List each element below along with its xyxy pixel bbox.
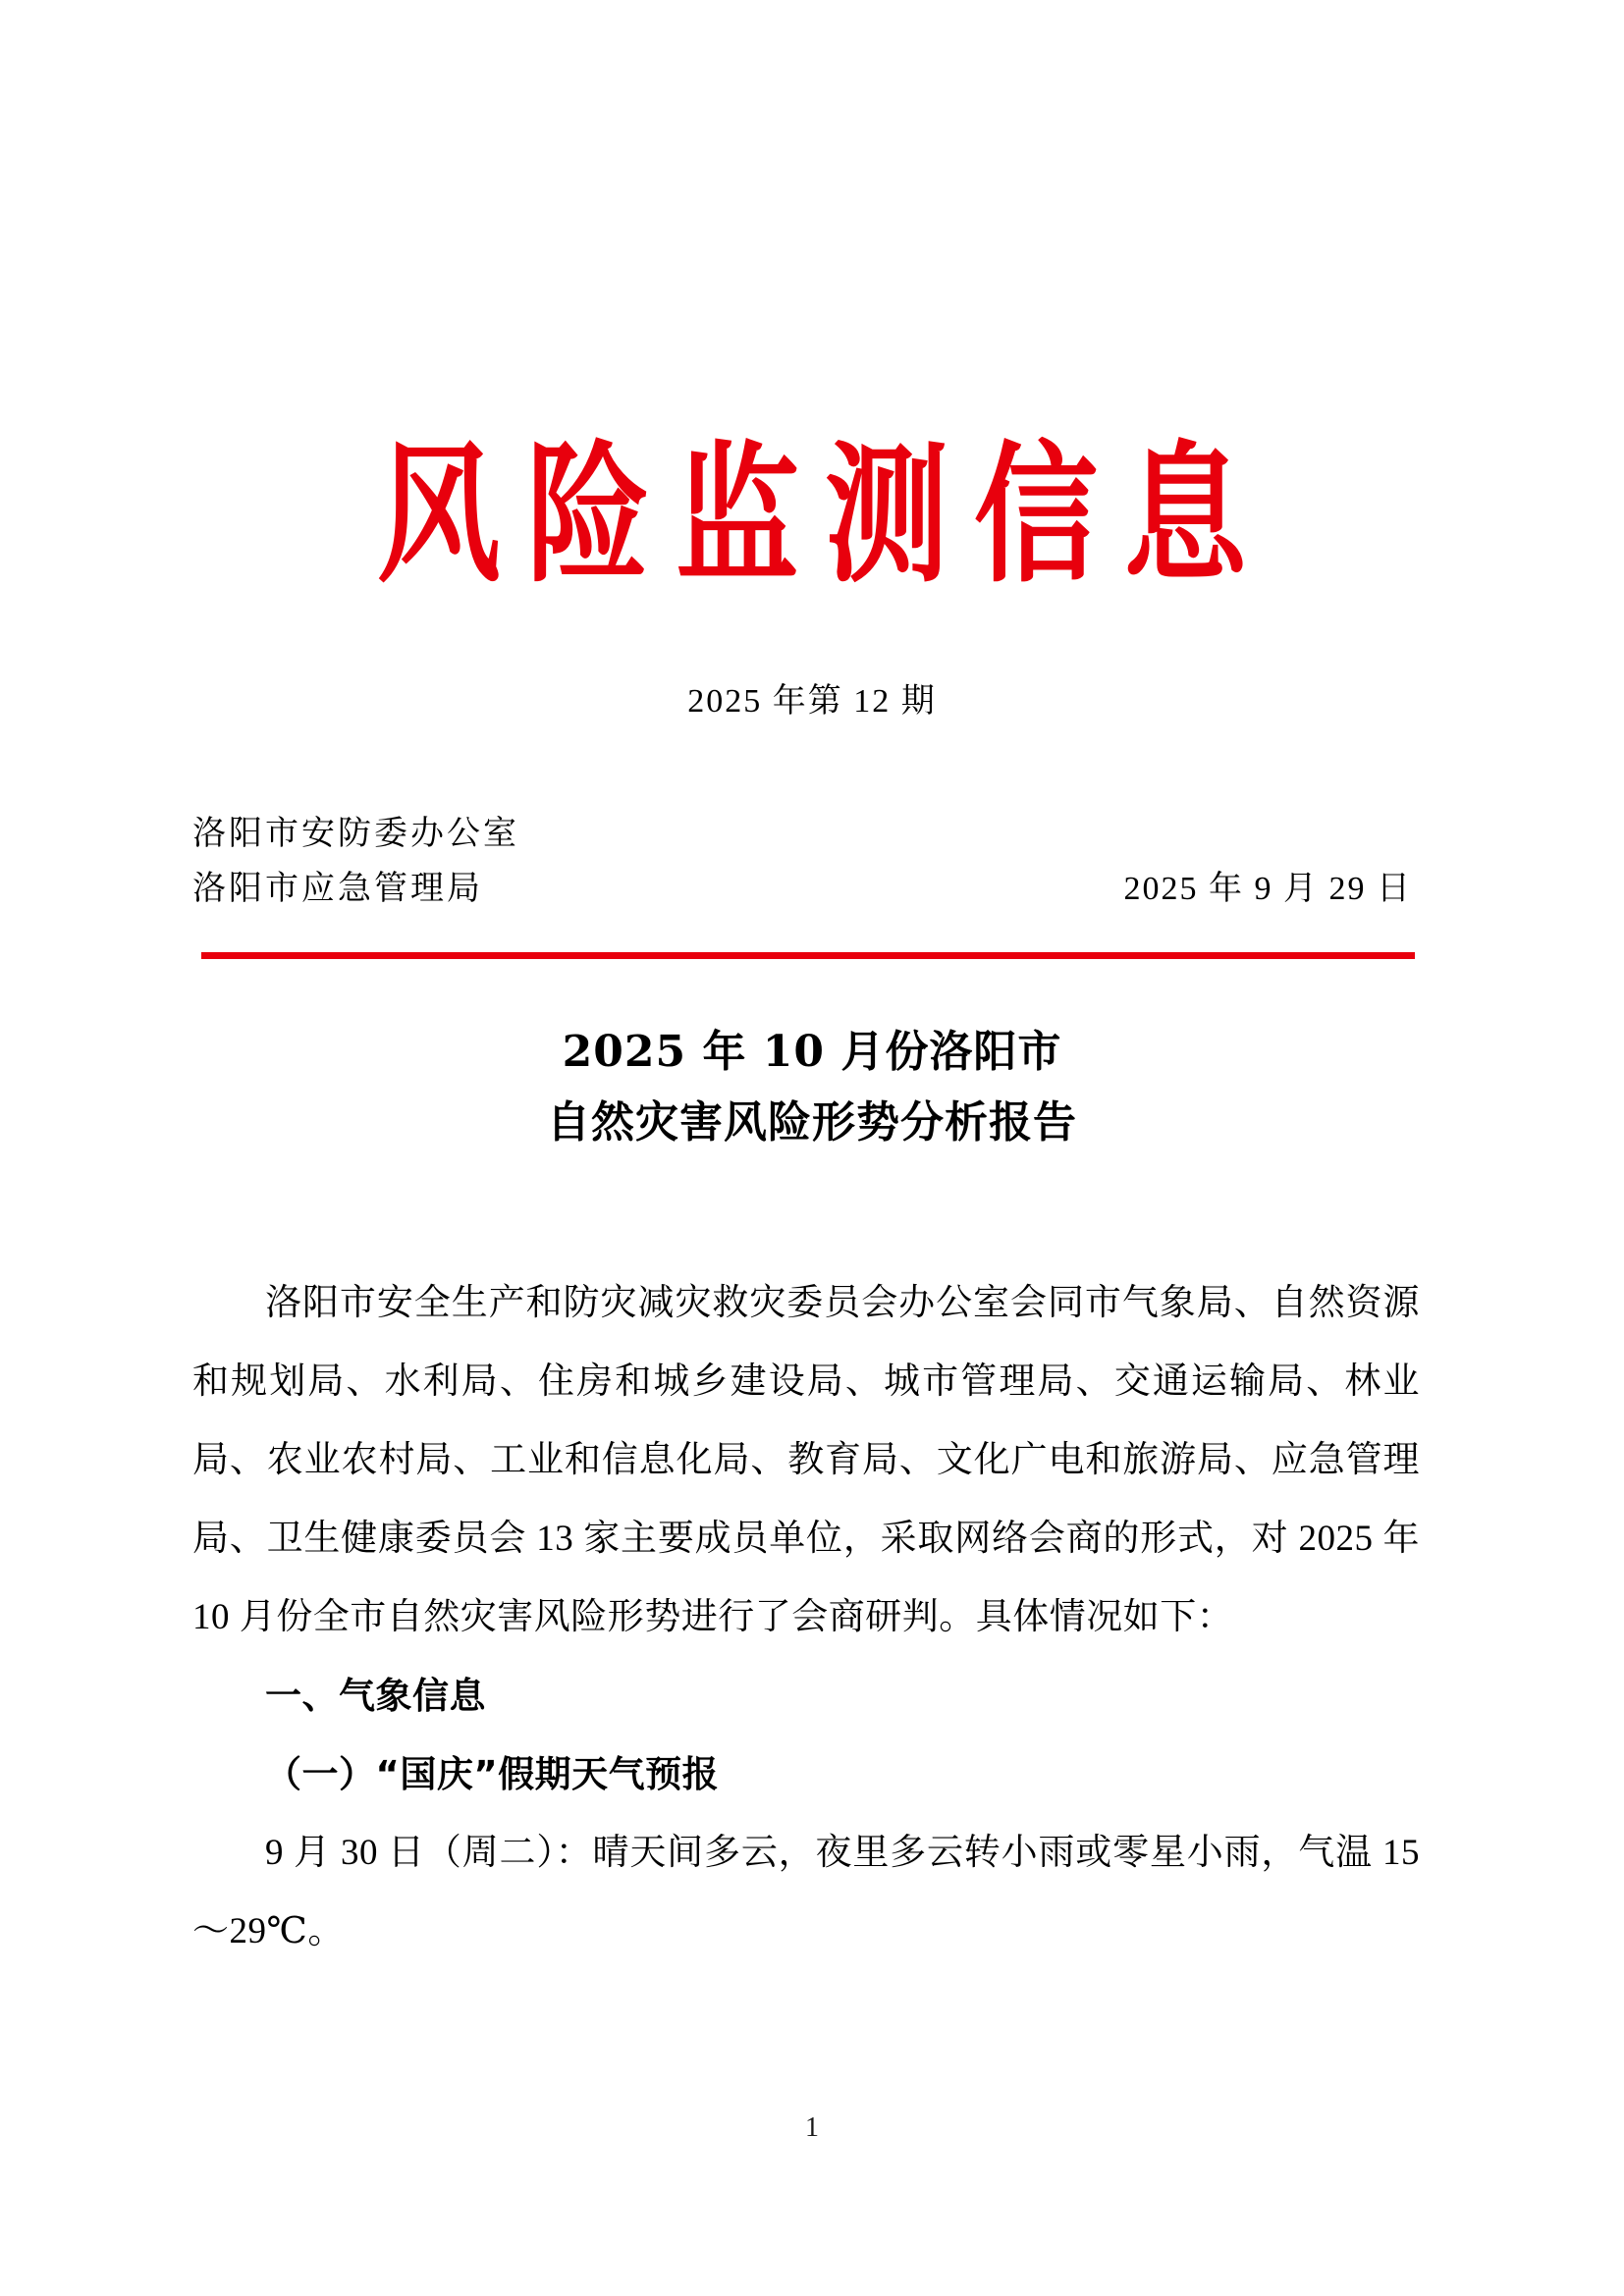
document-title-line-1: 2025 年 10 月份洛阳市 <box>562 1027 1062 1077</box>
document-title <box>0 1017 1624 1158</box>
section-heading-1: 一、气象信息 <box>265 1675 486 1717</box>
issuer-line-2: 洛阳市应急管理局 <box>192 871 483 907</box>
page-number: 1 <box>805 2112 819 2143</box>
issuer-block <box>192 807 1432 915</box>
subsection-heading-1-1: （一）“国庆”假期天气预报 <box>265 1753 720 1795</box>
red-divider-rule <box>201 952 1415 959</box>
issue-number-line: 2025 年第 12 期 <box>687 683 937 720</box>
issue-date: 2025 年 9 月 29 日 <box>1123 871 1412 907</box>
issuer-names <box>192 807 519 917</box>
document-title-line-2: 自然灾害风险形势分析报告 <box>547 1097 1077 1148</box>
document-body <box>192 1264 1420 1971</box>
forecast-paragraph: 9 月 30 日（周二）：晴天间多云，夜里多云转小雨或零星小雨，气温 15～29℃。 <box>192 1833 1420 1951</box>
intro-paragraph: 洛阳市安全生产和防灾减灾救灾委员会办公室会同市气象局、自然资源和规划局、水利局、住房和城乡建设局、城市管理局、交通运输局、林业局、农业农村局、工业和信息化局、教育局、文化广电和旅游局、应急管理局、卫生健康委员会 13 家主要成员单位，采取网络会商的形式，对 2025 年 10 月份全市自然灾害风险形势进行了会商研判。具体情况如下： <box>192 1283 1420 1637</box>
masthead-title: 风险监测信息 <box>377 425 1272 604</box>
issuer-line-1: 洛阳市安防委办公室 <box>192 816 519 852</box>
masthead <box>0 425 1624 604</box>
